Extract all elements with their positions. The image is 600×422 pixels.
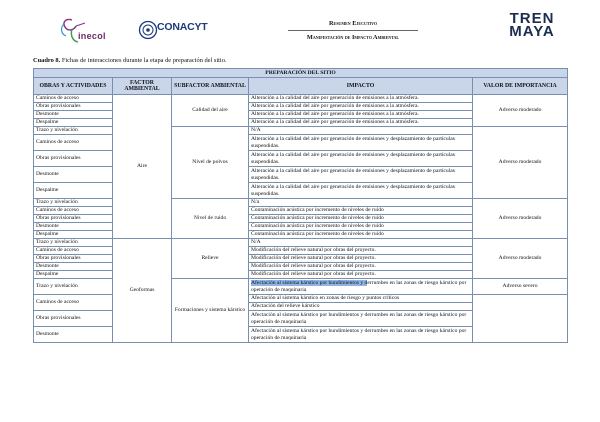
impact-cell: Afectación al sistema kárstico en zonas de riesgo y puntos críticos	[249, 295, 473, 303]
activity-cell: Despalme	[34, 231, 113, 239]
activity-cell: Caminos de acceso	[34, 135, 113, 151]
document-title: Resumen Ejecutivo	[288, 20, 418, 31]
activity-cell: Trazo y nivelación	[34, 199, 113, 207]
activity-cell: Obras provisionales	[34, 215, 113, 223]
table-caption	[33, 57, 227, 64]
factor-cell: Aire	[113, 95, 172, 239]
activity-cell: Despalme	[34, 183, 113, 199]
impact-cell: N/a	[249, 199, 473, 207]
activity-cell: Despalme	[34, 119, 113, 127]
document-subtitle: Manifestación de Impacto Ambiental	[306, 34, 400, 41]
interactions-table	[33, 68, 568, 343]
column-header: IMPACTO	[249, 78, 473, 95]
impact-cell: Alteración a la calidad del aire por generación de emisiones y desplazamiento de partículas suspendidas.	[249, 135, 473, 151]
document-header	[0, 0, 600, 52]
impact-cell: Alteración a la calidad del aire por generación de emisiones a la atmósfera.	[249, 103, 473, 111]
activity-cell: Desmonte	[34, 327, 113, 343]
activity-cell: Desmonte	[34, 223, 113, 231]
column-header: OBRAS Y ACTIVIDADES	[34, 78, 113, 95]
subfactor-cell: Nivel de polvos	[172, 127, 249, 199]
impact-cell: Alteración a la calidad del aire por generación de emisiones y desplazamiento de partículas suspendidas.	[249, 183, 473, 199]
subfactor-cell: Relieve	[172, 239, 249, 279]
brand-line-1: TREN	[509, 10, 555, 27]
activity-cell: Obras provisionales	[34, 311, 113, 327]
activity-cell: Caminos de acceso	[34, 207, 113, 215]
activity-cell: Desmonte	[34, 111, 113, 119]
activity-cell: Trazo y nivelación	[34, 127, 113, 135]
activity-cell: Trazo y nivelación	[34, 279, 113, 295]
impact-cell: Afectación del relieve kárstico	[249, 303, 473, 311]
importance-cell: Adverso moderado	[473, 127, 568, 199]
tren-maya-logo	[502, 12, 562, 38]
column-header: VALOR DE IMPORTANCIA	[473, 78, 568, 95]
impact-cell: Contaminación acústica por incremento de niveles de ruido	[249, 231, 473, 239]
conacyt-logo-text: CONACYT	[157, 21, 208, 33]
document-title-box	[288, 20, 418, 41]
caption-text: Fichas de interacciones durante la etapa de preparación del sitio.	[60, 57, 227, 64]
inecol-logo-text: inecol	[78, 31, 106, 41]
activity-cell: Desmonte	[34, 167, 113, 183]
impact-cell: Contaminación acústica por incremento de niveles de ruido	[249, 223, 473, 231]
impact-cell	[249, 279, 473, 295]
activity-cell: Obras provisionales	[34, 151, 113, 167]
section-title: PREPARACIÓN DEL SITIO	[34, 69, 568, 78]
impact-cell: N/A	[249, 127, 473, 135]
impact-cell: Alteración a la calidad del aire por generación de emisiones y desplazamiento de partículas suspendidas.	[249, 151, 473, 167]
column-header: SUBFACTOR AMBIENTAL	[172, 78, 249, 95]
impact-cell: Contaminación acústica por incremento de niveles de ruido	[249, 207, 473, 215]
impact-cell: Alteración a la calidad del aire por generación de emisiones a la atmósfera.	[249, 111, 473, 119]
subfactor-cell: Calidad del aire	[172, 95, 249, 127]
impact-cell: N/A	[249, 239, 473, 247]
activity-cell: Trazo y nivelación	[34, 239, 113, 247]
impact-cell: Contaminación acústica por incremento de niveles de ruido	[249, 215, 473, 223]
impact-cell: Modificación del relieve natural por obras del proyecto.	[249, 271, 473, 279]
impact-cell: Afectación al sistema kárstico por hundimientos y derrumbes en las zonas de riesgo kárstico por operación de maquinaria	[249, 327, 473, 343]
activity-cell: Despalme	[34, 271, 113, 279]
column-header: FACTOR AMBIENTAL	[113, 78, 172, 95]
impact-cell: Modificación del relieve natural por obras del proyecto.	[249, 247, 473, 255]
activity-cell: Caminos de acceso	[34, 295, 113, 311]
caption-label: Cuadro 8.	[33, 57, 61, 64]
impact-cell: Modificación del relieve natural por obras del proyecto.	[249, 263, 473, 271]
factor-cell: Geoformas	[113, 239, 172, 343]
importance-cell-empty	[473, 295, 568, 343]
impact-text: errumbes en las zonas de riesgo kárstico por operación de maquinaria	[251, 279, 467, 293]
importance-cell: Adverso moderado	[473, 199, 568, 239]
importance-cell: Adverso moderado	[473, 239, 568, 279]
impact-cell: Alteración a la calidad del aire por generación de emisiones a la atmósfera.	[249, 95, 473, 103]
importance-cell: Adverso severo	[473, 279, 568, 295]
subfactor-cell: Formaciones y sistema kárstico	[172, 279, 249, 343]
impact-cell: Alteración a la calidad del aire por generación de emisiones a la atmósfera.	[249, 119, 473, 127]
activity-cell: Caminos de acceso	[34, 95, 113, 103]
activity-cell: Caminos de acceso	[34, 247, 113, 255]
impact-cell: Modificación del relieve natural por obras del proyecto.	[249, 255, 473, 263]
impact-cell: Alteración a la calidad del aire por generación de emisiones y desplazamiento de partículas suspendidas.	[249, 167, 473, 183]
activity-cell: Obras provisionales	[34, 255, 113, 263]
impact-cell: Afectación al sistema kárstico por hundimientos y derrumbes en las zonas de riesgo kárstico por operación de maquinaria	[249, 311, 473, 327]
activity-cell: Obras provisionales	[34, 103, 113, 111]
importance-cell: Adverso moderado	[473, 95, 568, 127]
brand-line-2: MAYA	[509, 23, 555, 40]
activity-cell: Desmonte	[34, 263, 113, 271]
highlighted-text: Afectación al sistema kárstico por hundimientos y d	[251, 279, 368, 286]
subfactor-cell: Nivel de ruido	[172, 199, 249, 239]
